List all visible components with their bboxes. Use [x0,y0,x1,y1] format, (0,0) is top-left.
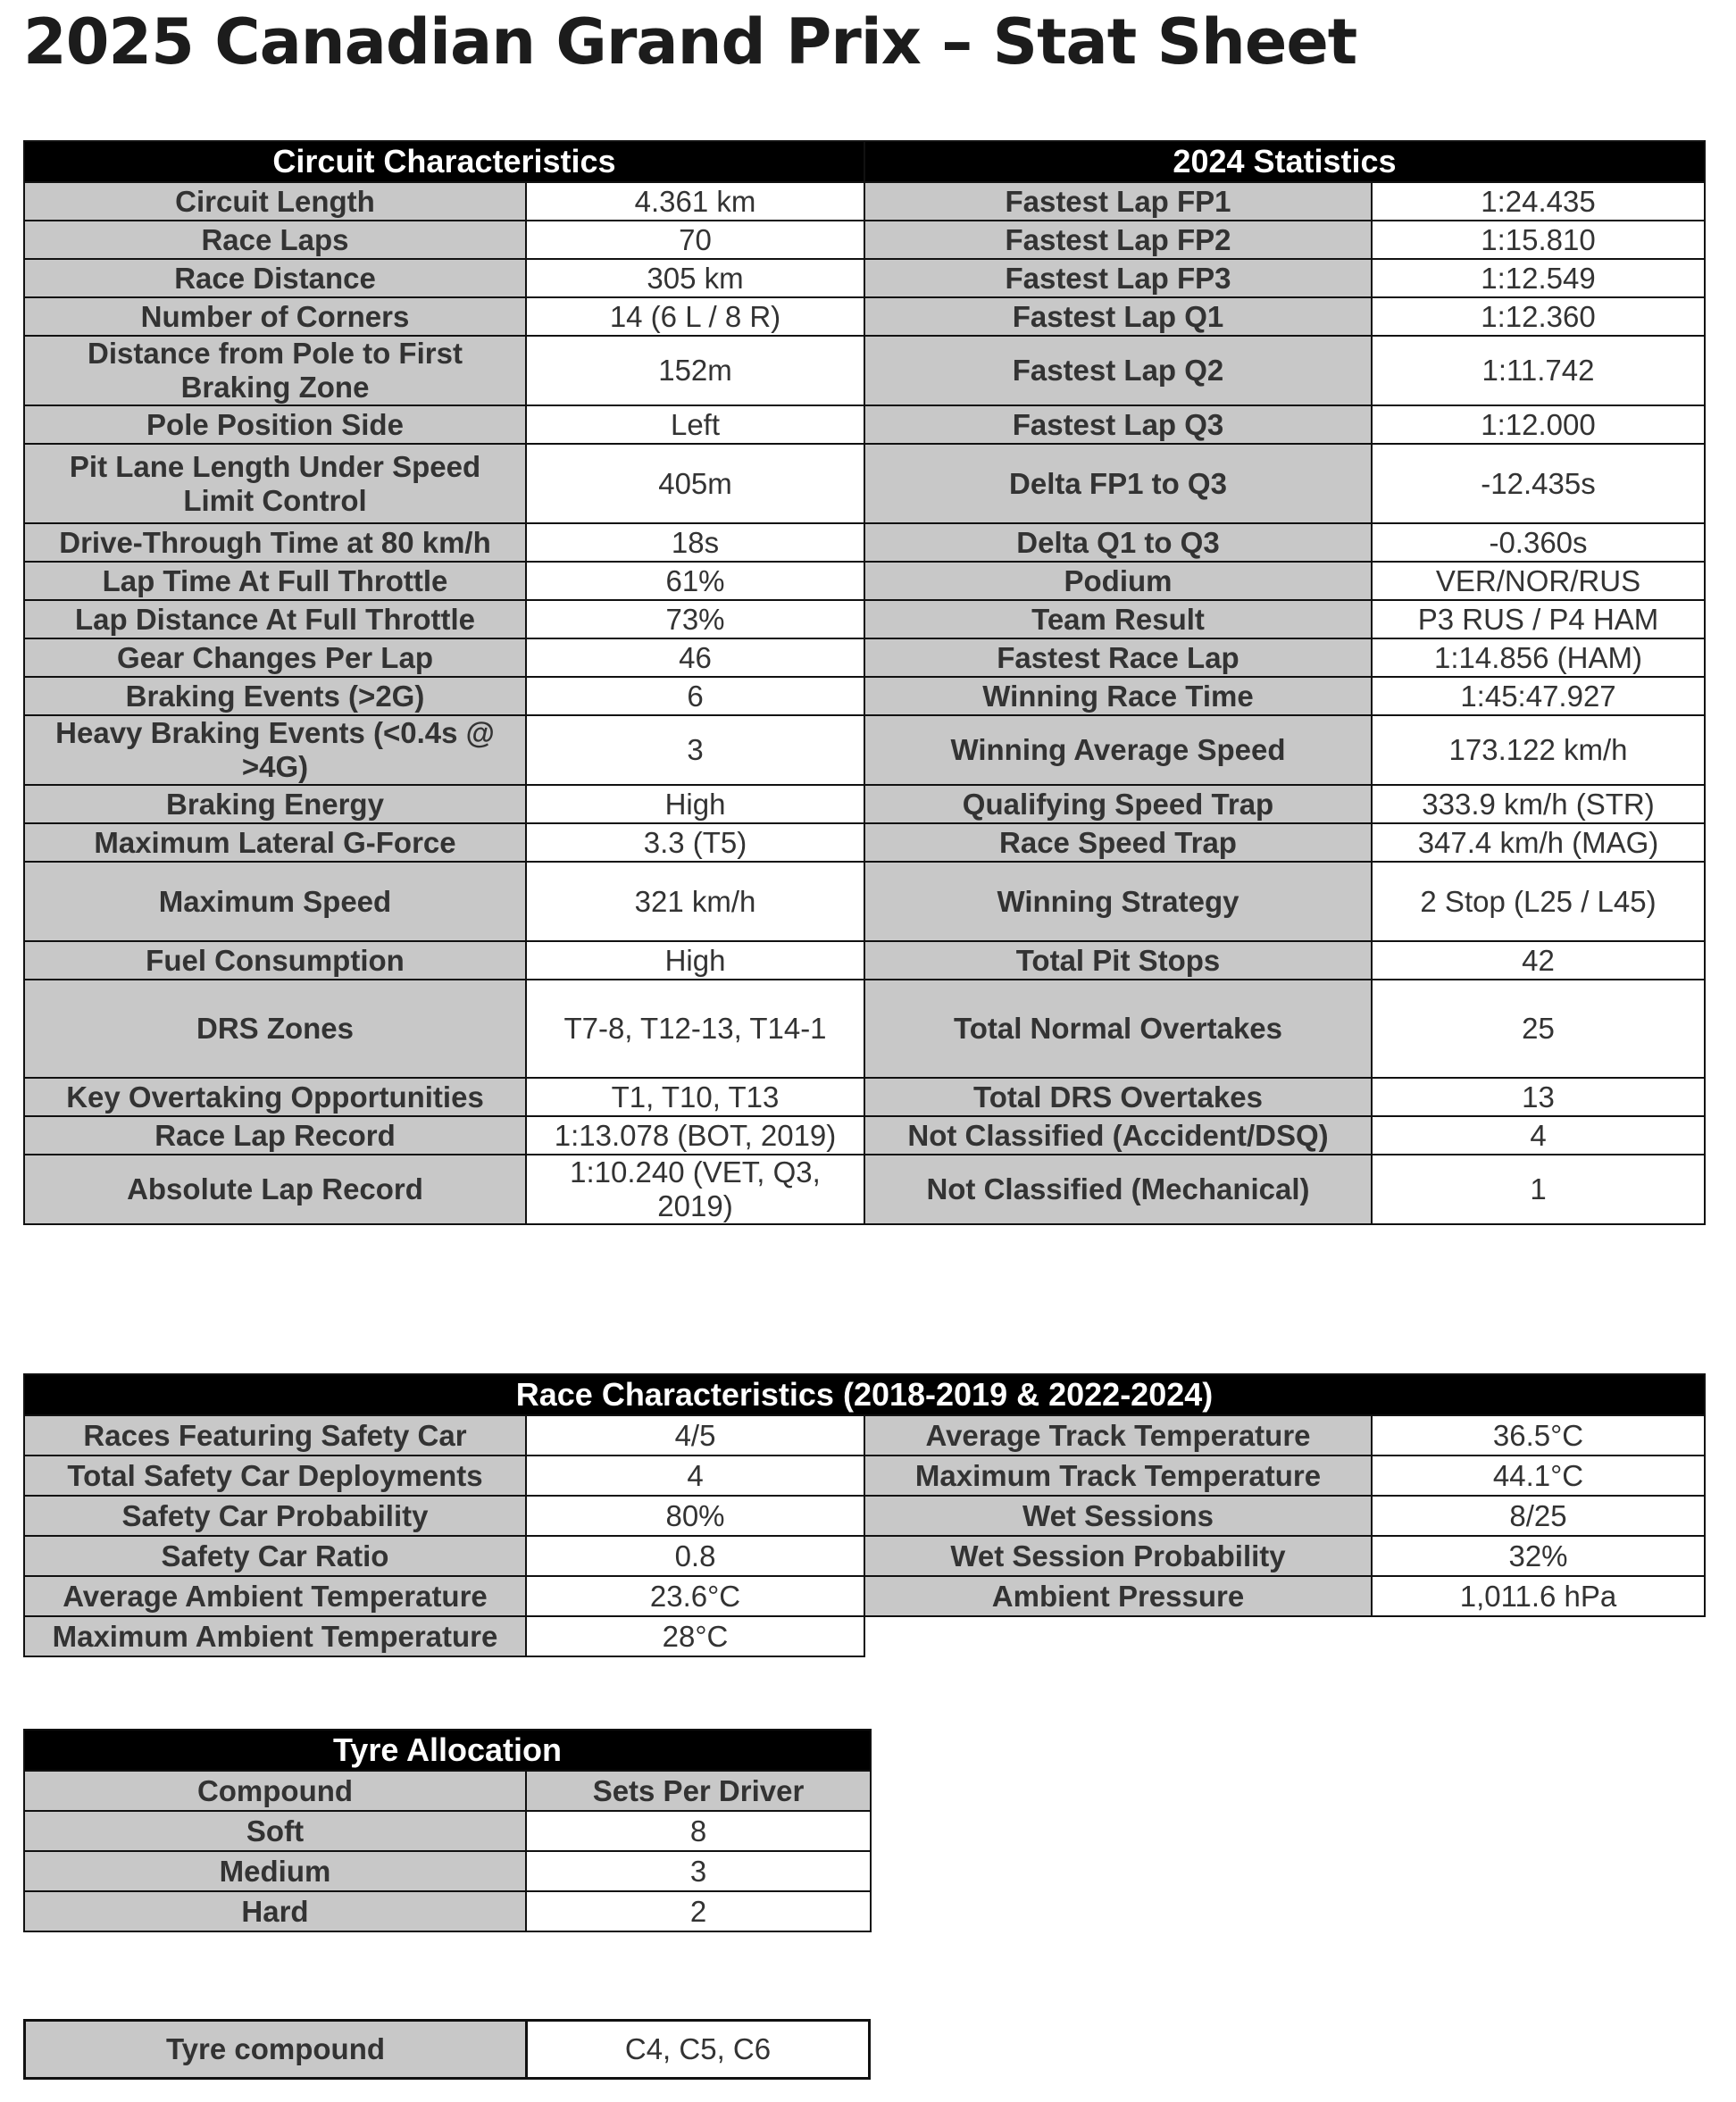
circuit-stat-label: Heavy Braking Events (<0.4s @ >4G) [24,715,526,785]
circuit-stat-value: 18s [526,523,864,562]
circuit-stat-label: Key Overtaking Opportunities [24,1078,526,1116]
circuit-stat-value: High [526,941,864,980]
circuit-stat-value: 1:10.240 (VET, Q3, 2019) [526,1155,864,1224]
stat-2024-value: 1:24.435 [1372,182,1705,221]
circuit-stat-value: 152m [526,336,864,405]
circuit-stat-value: 61% [526,562,864,600]
table-row [24,259,1705,297]
table-row [24,444,1705,523]
stat-2024-label: Fastest Lap Q3 [864,405,1372,444]
table-row [24,221,1705,259]
table-row [24,182,1705,221]
circuit-stat-value: 3 [526,715,864,785]
stat-2024-label: Total Pit Stops [864,941,1372,980]
stat-2024-value: 173.122 km/h [1372,715,1705,785]
circuit-stat-label: Distance from Pole to First Braking Zone [24,336,526,405]
compound-column-header: Compound [24,1771,526,1811]
race-stat-label: Average Ambient Temperature [24,1576,526,1616]
race-stat-value: 23.6°C [526,1576,864,1616]
stat-2024-label: Fastest Lap FP3 [864,259,1372,297]
stat-2024-value: 4 [1372,1116,1705,1155]
tyre-sets-value: 2 [526,1891,871,1931]
tyre-sets-value: 8 [526,1811,871,1851]
stat-2024-value: 1:11.742 [1372,336,1705,405]
circuit-stat-label: Absolute Lap Record [24,1155,526,1224]
table-row [24,823,1705,862]
tyre-sets-value: 3 [526,1851,871,1891]
page-title: 2025 Canadian Grand Prix – Stat Sheet [23,5,1357,79]
circuit-stat-value: 70 [526,221,864,259]
circuit-stat-label: Braking Energy [24,785,526,823]
circuit-stat-value: 405m [526,444,864,523]
race-stat-label: Average Track Temperature [864,1415,1372,1456]
table-row [24,562,1705,600]
stat-2024-label: Qualifying Speed Trap [864,785,1372,823]
race-stat-value: 0.8 [526,1536,864,1576]
table-row [24,941,1705,980]
circuit-stat-label: Circuit Length [24,182,526,221]
table-row [24,785,1705,823]
stat-2024-label: Fastest Lap FP2 [864,221,1372,259]
stat-2024-label: Winning Strategy [864,862,1372,941]
stat-2024-value: 347.4 km/h (MAG) [1372,823,1705,862]
table-row [24,1116,1705,1155]
race-stat-label: Wet Sessions [864,1496,1372,1536]
stat-2024-value: 25 [1372,980,1705,1078]
stat-2024-label: Fastest Lap FP1 [864,182,1372,221]
circuit-stat-value: 4.361 km [526,182,864,221]
circuit-stat-label: Lap Distance At Full Throttle [24,600,526,638]
stat-2024-label: Fastest Lap Q1 [864,297,1372,336]
stat-2024-value: 42 [1372,941,1705,980]
circuit-stat-label: Number of Corners [24,297,526,336]
circuit-stat-value: 321 km/h [526,862,864,941]
stat-2024-label: Delta FP1 to Q3 [864,444,1372,523]
circuit-stat-label: Lap Time At Full Throttle [24,562,526,600]
table-row [24,1155,1705,1224]
table-row [24,677,1705,715]
stat-2024-label: Delta Q1 to Q3 [864,523,1372,562]
table-row [24,715,1705,785]
stat-2024-label: Not Classified (Accident/DSQ) [864,1116,1372,1155]
stat-2024-value: 1 [1372,1155,1705,1224]
table-row [24,1616,1705,1656]
race-stat-value: 80% [526,1496,864,1536]
empty-cell [864,1616,1372,1656]
race-stat-label: Safety Car Probability [24,1496,526,1536]
stat-2024-label: Team Result [864,600,1372,638]
stat-2024-value: 1:12.360 [1372,297,1705,336]
table-row [24,1891,871,1931]
circuit-stat-value: 6 [526,677,864,715]
table-row [24,1811,871,1851]
race-characteristics-table [23,1373,1706,1657]
race-stat-value: 4/5 [526,1415,864,1456]
stat-2024-label: Winning Average Speed [864,715,1372,785]
race-stat-value: 1,011.6 hPa [1372,1576,1705,1616]
circuit-stat-value: 1:13.078 (BOT, 2019) [526,1116,864,1155]
stat-2024-label: Winning Race Time [864,677,1372,715]
stat-2024-label: Total Normal Overtakes [864,980,1372,1078]
race-stat-value: 36.5°C [1372,1415,1705,1456]
stat-2024-value: 1:45:47.927 [1372,677,1705,715]
table-row [24,862,1705,941]
table-row [24,600,1705,638]
tyre-allocation-table [23,1729,872,1932]
circuit-stat-label: Drive-Through Time at 80 km/h [24,523,526,562]
circuit-stat-label: Maximum Speed [24,862,526,941]
circuit-stat-label: Fuel Consumption [24,941,526,980]
race-stat-value: 4 [526,1456,864,1496]
stat-2024-value: P3 RUS / P4 HAM [1372,600,1705,638]
stat-2024-value: 1:12.549 [1372,259,1705,297]
stat-2024-value: -0.360s [1372,523,1705,562]
stat-2024-value: 1:14.856 (HAM) [1372,638,1705,677]
stat-2024-label: Fastest Race Lap [864,638,1372,677]
race-stat-value: 44.1°C [1372,1456,1705,1496]
stat-2024-label: Not Classified (Mechanical) [864,1155,1372,1224]
stat-2024-value: VER/NOR/RUS [1372,562,1705,600]
circuit-stat-label: Race Laps [24,221,526,259]
sets-per-driver-column-header: Sets Per Driver [526,1771,871,1811]
empty-cell [1372,1616,1705,1656]
stat-2024-value: -12.435s [1372,444,1705,523]
circuit-stat-value: 14 (6 L / 8 R) [526,297,864,336]
table-row [24,638,1705,677]
circuit-stat-label: Race Lap Record [24,1116,526,1155]
table-row [24,1536,1705,1576]
circuit-stat-value: T1, T10, T13 [526,1078,864,1116]
circuit-stat-label: DRS Zones [24,980,526,1078]
stat-2024-label: Race Speed Trap [864,823,1372,862]
stat-2024-value: 2 Stop (L25 / L45) [1372,862,1705,941]
circuit-stat-value: T7-8, T12-13, T14-1 [526,980,864,1078]
stat-2024-value: 333.9 km/h (STR) [1372,785,1705,823]
tyre-compound-value: C4, C5, C6 [527,2021,870,2079]
statistics-2024-header: 2024 Statistics [864,141,1705,182]
race-stat-value: 8/25 [1372,1496,1705,1536]
tyre-compound-name: Medium [24,1851,526,1891]
table-row [24,336,1705,405]
circuit-stat-value: High [526,785,864,823]
table-row [24,1496,1705,1536]
circuit-stat-label: Braking Events (>2G) [24,677,526,715]
tyre-compound-name: Soft [24,1811,526,1851]
race-stat-value: 32% [1372,1536,1705,1576]
race-stat-label: Maximum Track Temperature [864,1456,1372,1496]
circuit-stat-label: Pit Lane Length Under Speed Limit Control [24,444,526,523]
stat-2024-label: Fastest Lap Q2 [864,336,1372,405]
circuit-stat-label: Maximum Lateral G-Force [24,823,526,862]
table-row [24,1078,1705,1116]
circuit-stat-value: 73% [526,600,864,638]
circuit-stat-label: Pole Position Side [24,405,526,444]
tyre-compound-table [23,2019,871,2080]
table-row [24,1456,1705,1496]
table-row [24,980,1705,1078]
race-stat-label: Wet Session Probability [864,1536,1372,1576]
circuit-stat-value: 3.3 (T5) [526,823,864,862]
circuit-stat-value: Left [526,405,864,444]
race-stat-label: Maximum Ambient Temperature [24,1616,526,1656]
circuit-and-2024-stats-table [23,140,1706,1225]
table-row [24,1576,1705,1616]
tyre-allocation-header: Tyre Allocation [24,1730,871,1771]
race-stat-label: Ambient Pressure [864,1576,1372,1616]
stat-2024-label: Podium [864,562,1372,600]
table-row [24,405,1705,444]
race-stat-label: Total Safety Car Deployments [24,1456,526,1496]
stat-2024-label: Total DRS Overtakes [864,1078,1372,1116]
circuit-stat-value: 46 [526,638,864,677]
race-stat-value: 28°C [526,1616,864,1656]
tyre-compound-name: Hard [24,1891,526,1931]
tyre-compound-label: Tyre compound [25,2021,527,2079]
table-row [24,523,1705,562]
table-row [24,1415,1705,1456]
circuit-stat-value: 305 km [526,259,864,297]
stat-2024-value: 1:12.000 [1372,405,1705,444]
circuit-stat-label: Race Distance [24,259,526,297]
circuit-characteristics-header: Circuit Characteristics [24,141,864,182]
stat-2024-value: 1:15.810 [1372,221,1705,259]
table-row [24,1851,871,1891]
race-stat-label: Safety Car Ratio [24,1536,526,1576]
race-stat-label: Races Featuring Safety Car [24,1415,526,1456]
race-characteristics-header: Race Characteristics (2018-2019 & 2022-2024) [24,1374,1705,1415]
stat-2024-value: 13 [1372,1078,1705,1116]
table-row [24,297,1705,336]
circuit-stat-label: Gear Changes Per Lap [24,638,526,677]
